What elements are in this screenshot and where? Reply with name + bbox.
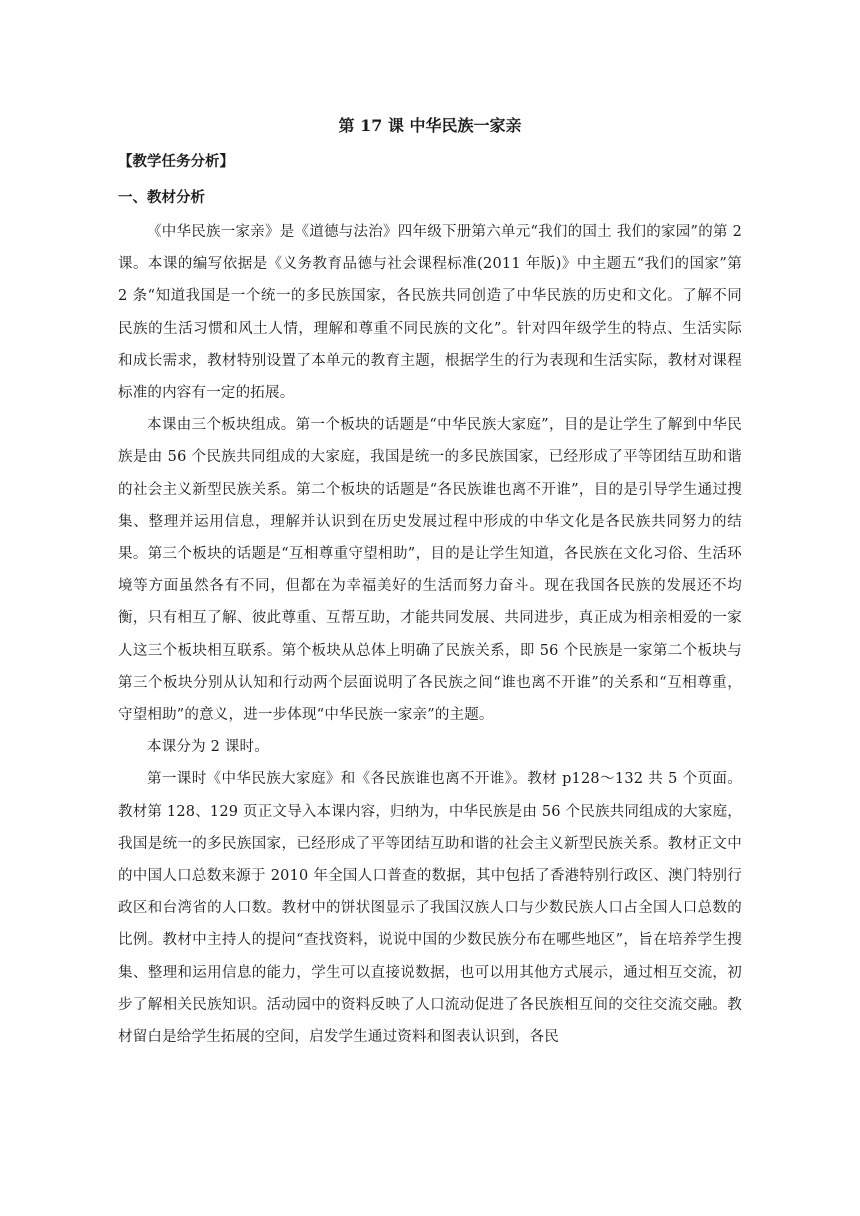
paragraph-lesson-overview: 《中华民族一家亲》是《道德与法治》四年级下册第六单元“我们的国土 我们的家园”的第 2 课。本课的编写依据是《义务教育品德与社会课程标准(2011 年版)》中主题五“我们的国家”第 2 条“知道我国是一个统一的多民族国家，各民族共同创造了中华民族的历史和文化。了解不同民族的生活习惯和风土人情，理解和尊重不同民族的文化”。针对四年级学生的特点、生活实际和成长需求，教材特别设置了本单元的教育主题，根据学生的行为表现和生活实际，教材对课程标准的内容有一定的拓展。 — [118, 224, 742, 402]
document-page — [118, 108, 742, 1053]
heading-teaching-task-analysis: 【教学任务分析】 — [118, 153, 234, 170]
paragraph-three-sections: 本课由三个板块组成。第一个板块的话题是“中华民族大家庭”，目的是让学生了解到中华民族是由 56 个民族共同组成的大家庭，我国是统一的多民族国家，已经形成了平等团结互助和谐的社会主义新型民族关系。第二个板块的话题是“各民族谁也离不开谁”，目的是引导学生通过搜集、整理并运用信息，理解并认识到在历史发展过程中形成的中华文化是各民族共同努力的结果。第三个板块的话题是“互相尊重守望相助”，目的是让学生知道，各民族在文化习俗、生活环境等方面虽然各有不同，但都在为幸福美好的生活而努力奋斗。现在我国各民族的发展还不均衡，只有相互了解、彼此尊重、互帮互助，才能共同发展、共同进步，真正成为相亲相爱的一家人这三个板块相互联系。第个板块从总体上明确了民族关系，即 56 个民族是一家第二个板块与第三个板块分别从认知和行动两个层面说明了各民族之间“谁也离不开谁”的关系和“互相尊重，守望相助”的意义，进一步体现“中华民族一家亲”的主题。 — [118, 417, 742, 724]
heading-material-analysis: 一、教材分析 — [118, 189, 205, 206]
paragraph-first-class: 第一课时《中华民族大家庭》和《各民族谁也离不开谁》。教材 p128～132 共 5 个页面。教材第 128、129 页正文导入本课内容，归纳为，中华民族是由 56 个民族共同组成的大家庭，我国是统一的多民族国家，已经形成了平等团结互助和谐的社会主义新型民族关系。教材正文中的中国人口总数来源于 2010 年全国人口普查的数据，其中包括了香港特别行政区、澳门特别行政区和台湾省的人口数。教材中的饼状图显示了我国汉族人口与少数民族人口占全国人口总数的比例。教材中主持人的提问“查找资料，说说中国的少数民族分布在哪些地区”，旨在培养学生搜集、整理和运用信息的能力，学生可以直接说数据，也可以用其他方式展示，通过相互交流，初步了解相关民族知识。活动园中的资料反映了人口流动促进了各民族相互间的交往交流交融。教材留白是给学生拓展的空间，启发学生通过资料和图表认识到，各民 — [118, 771, 742, 1046]
lesson-title: 第 17 课 中华民族一家亲 — [338, 116, 522, 135]
paragraph-class-hours: 本课分为 2 课时。 — [147, 739, 269, 756]
